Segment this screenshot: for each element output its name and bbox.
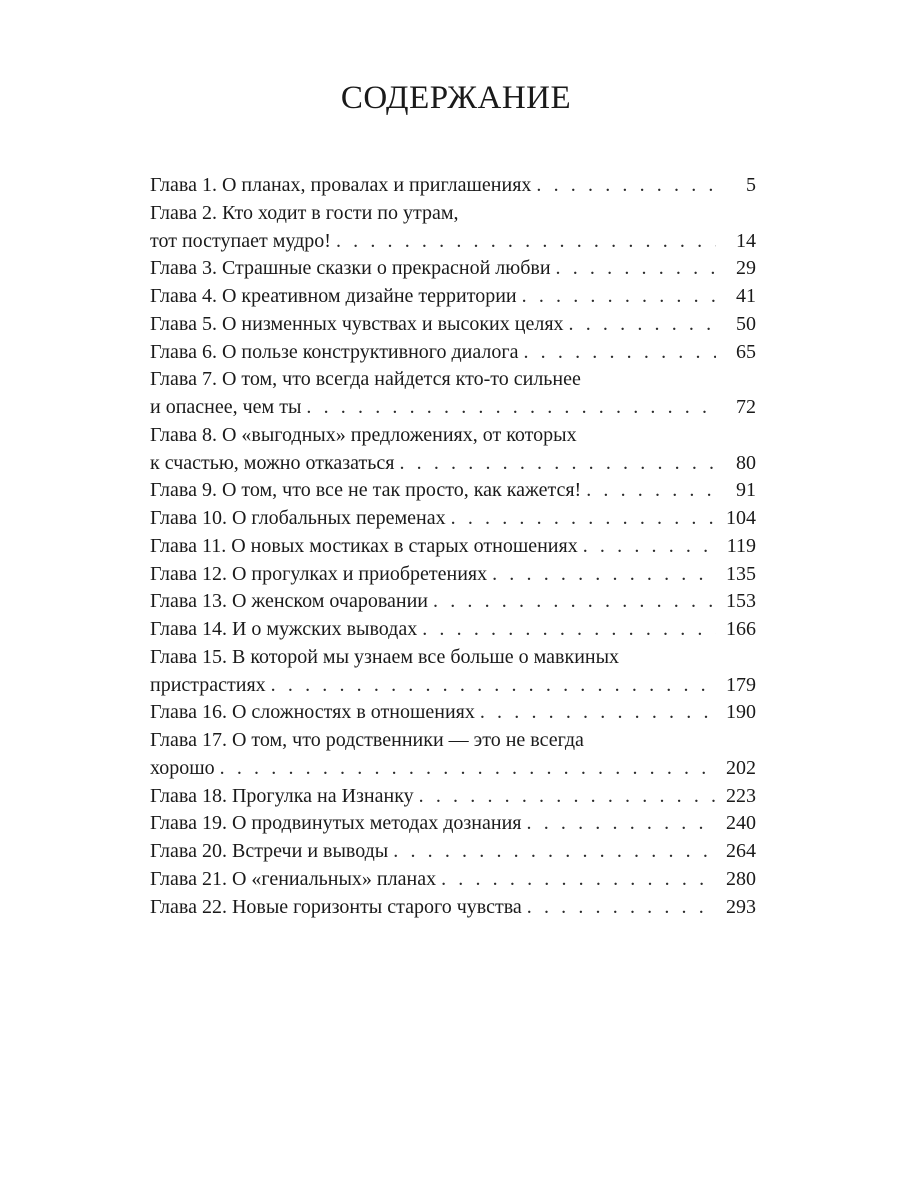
- toc-entry-line: [150, 894, 756, 922]
- toc-page-number: 293: [726, 895, 756, 918]
- toc-entry: [150, 561, 756, 589]
- toc-entry-line: [150, 172, 756, 200]
- toc-entry-title: Глава 6. О пользе конструктивного диалога: [150, 340, 519, 363]
- toc-entry-line: [150, 783, 756, 811]
- toc-entry-line: [150, 339, 756, 367]
- toc-entry: [150, 866, 756, 894]
- toc-entry-line: [150, 616, 756, 644]
- toc-entry: [150, 783, 756, 811]
- dot-leader: [556, 255, 716, 283]
- toc-entry: [150, 810, 756, 838]
- toc-entry-title: Глава 13. О женском очаровании: [150, 590, 428, 613]
- toc-entry-line: [150, 838, 756, 866]
- toc-entry: [150, 283, 756, 311]
- dot-leader: [220, 755, 716, 783]
- toc-entry: [150, 838, 756, 866]
- toc-entry: [150, 477, 756, 505]
- toc-entry-line: [150, 505, 756, 533]
- toc-entry-title: Глава 16. О сложностях в отношениях: [150, 701, 475, 724]
- toc-entry-line: [150, 477, 756, 505]
- toc-page-number: 179: [726, 673, 756, 696]
- toc-entry: [150, 422, 756, 478]
- dot-leader: [336, 228, 716, 256]
- toc-entry-title: Глава 5. О низменных чувствах и высоких целях: [150, 312, 564, 335]
- toc-entry-title-line: Глава 8. О «выгодных» предложениях, от которых: [150, 423, 577, 446]
- dot-leader: [399, 450, 716, 478]
- toc-entry: [150, 366, 756, 422]
- toc-entry-title: Глава 4. О креативном дизайне территории: [150, 285, 517, 307]
- toc-entry-title: хорошо: [150, 756, 215, 779]
- toc-page-number: 135: [726, 562, 756, 585]
- toc-entry-line: [150, 450, 756, 478]
- dot-leader: [451, 505, 716, 533]
- toc-entry-line: [150, 672, 756, 700]
- dot-leader: [586, 477, 716, 505]
- toc-entry: [150, 727, 756, 783]
- dot-leader: [583, 533, 716, 561]
- toc-entry: [150, 533, 756, 561]
- toc-entry: [150, 172, 756, 200]
- dot-leader: [480, 699, 716, 727]
- toc-entry-line: [150, 561, 756, 589]
- toc-entry-line: [150, 588, 756, 616]
- dot-leader: [393, 838, 716, 866]
- toc-entry-title: Глава 11. О новых мостиках в старых отношениях: [150, 534, 578, 557]
- toc-entry: [150, 339, 756, 367]
- toc-entry: [150, 311, 756, 339]
- toc-page-number: 91: [736, 479, 756, 502]
- toc-page-number: 223: [726, 784, 756, 807]
- toc-entry-title: Глава 10. О глобальных переменах: [150, 507, 446, 529]
- toc-entry-title: Глава 14. И о мужских выводах: [150, 618, 418, 640]
- table-of-contents: [150, 172, 756, 921]
- toc-entry: [150, 644, 756, 700]
- dot-leader: [569, 311, 716, 339]
- toc-entry-title-line: Глава 17. О том, что родственники — это не всегда: [150, 729, 584, 751]
- dot-leader: [441, 866, 716, 894]
- toc-entry-line: [150, 255, 756, 283]
- toc-entry-line: [150, 283, 756, 311]
- toc-entry-title: к счастью, можно отказаться: [150, 451, 395, 474]
- toc-entry-line: [150, 311, 756, 339]
- toc-entry-line: [150, 866, 756, 894]
- toc-entry: [150, 894, 756, 922]
- toc-entry-title: Глава 22. Новые горизонты старого чувства: [150, 895, 522, 918]
- toc-entry-title: Глава 21. О «гениальных» планах: [150, 867, 437, 890]
- dot-leader: [522, 283, 716, 311]
- toc-entry-title-line: Глава 15. В которой мы узнаем все больше о мавкиных: [150, 645, 620, 668]
- toc-page-number: 104: [726, 507, 756, 529]
- toc-entry-title: Глава 9. О том, что все не так просто, как кажется!: [150, 479, 582, 502]
- toc-entry: [150, 200, 756, 256]
- dot-leader: [419, 783, 716, 811]
- toc-entry-title: Глава 12. О прогулках и приобретениях: [150, 562, 488, 585]
- toc-page-number: 80: [736, 451, 756, 474]
- toc-entry: [150, 616, 756, 644]
- toc-page-number: 166: [726, 618, 756, 640]
- dot-leader: [527, 894, 716, 922]
- toc-page-number: 29: [736, 257, 756, 280]
- toc-page-number: 153: [726, 590, 756, 613]
- toc-page-number: 5: [746, 174, 756, 196]
- toc-entry: [150, 255, 756, 283]
- toc-page-number: 190: [726, 701, 756, 724]
- dot-leader: [271, 672, 716, 700]
- toc-entry-line: [150, 755, 756, 783]
- dot-leader: [523, 339, 716, 367]
- toc-page-number: 50: [736, 312, 756, 335]
- toc-entry: [150, 588, 756, 616]
- page-title: СОДЕРЖАНИЕ: [340, 80, 572, 116]
- dot-leader: [536, 172, 716, 200]
- toc-page-number: 240: [726, 812, 756, 835]
- toc-entry-title: пристрастиях: [150, 673, 266, 696]
- toc-entry-line: [150, 699, 756, 727]
- toc-page-number: 65: [736, 340, 756, 363]
- toc-entry-title: Глава 1. О планах, провалах и приглашениях: [150, 174, 532, 196]
- toc-entry-title: Глава 3. Страшные сказки о прекрасной любви: [150, 257, 551, 280]
- toc-page-number: 72: [736, 396, 756, 418]
- toc-entry-line: [150, 810, 756, 838]
- toc-entry-line: [150, 533, 756, 561]
- toc-entry-title-line: Глава 7. О том, что всегда найдется кто-то сильнее: [150, 368, 581, 391]
- dot-leader: [433, 588, 716, 616]
- toc-entry-title: Глава 20. Встречи и выводы: [150, 840, 389, 862]
- toc-entry-title-line: Глава 2. Кто ходит в гости по утрам,: [150, 201, 459, 224]
- dot-leader: [492, 561, 716, 589]
- dot-leader: [306, 394, 716, 422]
- toc-entry-title: Глава 19. О продвинутых методах дознания: [150, 812, 522, 835]
- toc-entry-line: [150, 394, 756, 422]
- toc-page-number: 41: [736, 285, 756, 307]
- toc-page-number: 202: [726, 756, 756, 779]
- dot-leader: [527, 810, 717, 838]
- dot-leader: [422, 616, 716, 644]
- toc-page-number: 119: [726, 534, 756, 557]
- toc-entry-line: [150, 228, 756, 256]
- toc-entry-title: Глава 18. Прогулка на Изнанку: [150, 784, 414, 807]
- toc-entry-title: тот поступает мудро!: [150, 229, 331, 252]
- toc-page-number: 264: [726, 840, 756, 862]
- toc-page-number: 280: [726, 867, 756, 890]
- toc-page-number: 14: [736, 229, 756, 252]
- toc-entry-title: и опаснее, чем ты: [150, 396, 302, 418]
- toc-entry: [150, 505, 756, 533]
- toc-entry: [150, 699, 756, 727]
